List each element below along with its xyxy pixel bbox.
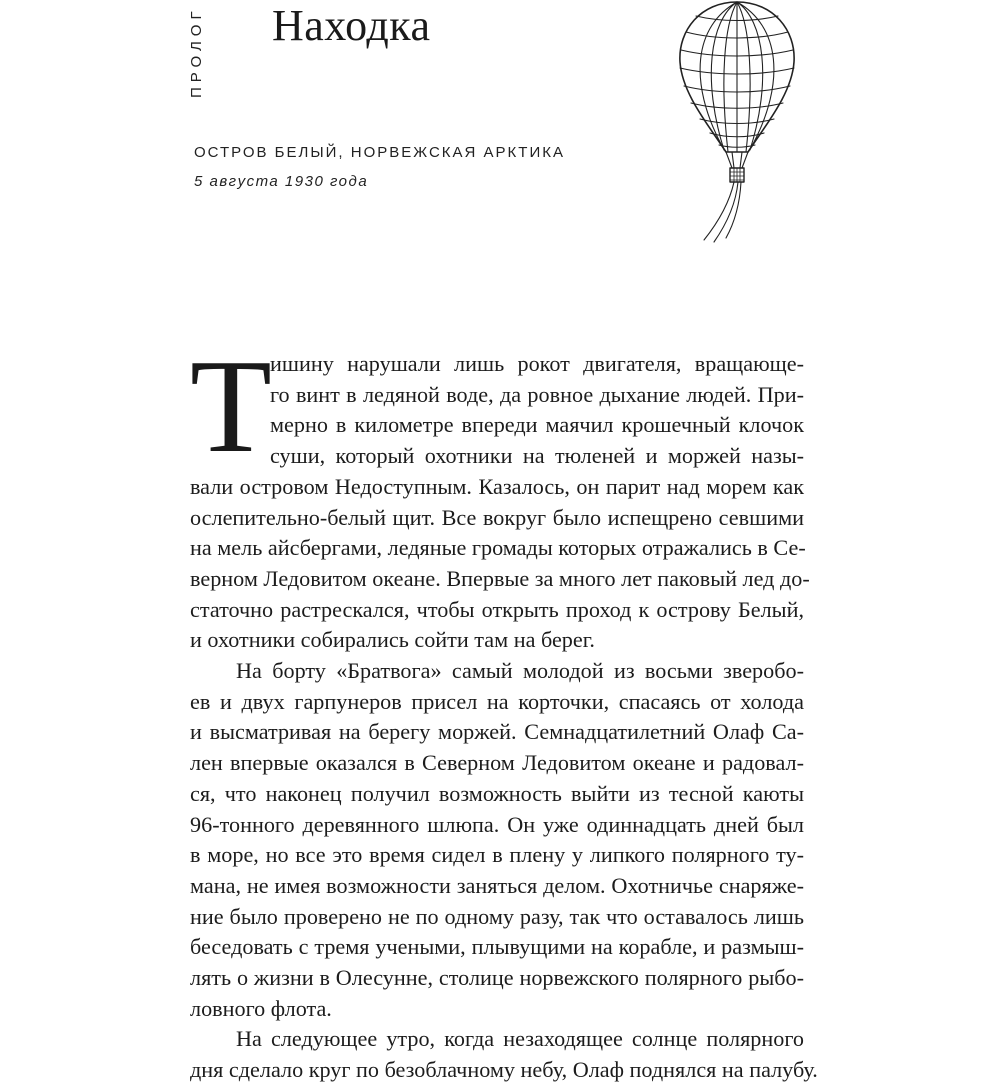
text-line: на мель айсбергами, ледяные громады которых отражались в Се- [190,535,806,561]
section-label-text: ПРОЛОГ [188,6,205,98]
text-line: 96-тонного деревянного шлюпа. Он уже одиннадцать дней был [190,811,804,837]
section-label [188,2,208,102]
text-line: верном Ледовитом океане. Впервые за много лет паковый лед до- [190,565,810,591]
text-line: На следующее утро, когда незаходящее солнце полярного [236,1026,804,1052]
text-line: ев и двух гарпунеров присел на корточки, спасаясь от холода [190,688,804,714]
drop-cap: Т [190,332,272,480]
text-line: ние было проверено не по одному разу, так что оставалось лишь [190,903,804,929]
text-line: лен впервые оказался в Северном Ледовитом океане и радовал- [190,750,804,776]
text-line: ся, что наконец получил возможность выйти из тесной каюты [190,780,804,806]
text-line: беседовать с тремя учеными, плывущими на корабле, и размыш- [190,934,804,960]
text-line: суши, который охотники на тюленей и моржей назы- [270,443,804,469]
text-line: мерно в километре впереди маячил крошечный клочок [270,412,804,438]
date-line: 5 августа 1930 года [194,173,369,190]
text-line: вали островом Недоступным. Казалось, он парит над морем как [190,473,804,499]
location-heading: ОСТРОВ БЕЛЫЙ, НОРВЕЖСКАЯ АРКТИКА [194,144,565,161]
text-line: ишину нарушали лишь рокот двигателя, вращающе- [270,351,804,376]
text-line: На борту «Братвога» самый молодой из восьми зверобо- [236,658,804,684]
hot-air-balloon-icon [676,0,798,245]
text-line: ослепительно-белый щит. Все вокруг было испещрено севшими [190,504,804,530]
body-text [190,349,818,1086]
text-line: ловного флота. [190,995,332,1021]
text-line: лять о жизни в Олесунне, столице норвежского полярного рыбо- [190,965,804,991]
text-line: в море, но все это время сидел в плену у липкого полярного ту- [190,842,804,868]
text-line: и высматривая на берегу моржей. Семнадцатилетний Олаф Са- [190,719,804,745]
text-line: го винт в ледяной воде, да ровное дыхание людей. При- [270,381,804,407]
chapter-title: Находка [272,1,431,50]
text-line: дня сделало круг по безоблачному небу, Олаф поднялся на палубу. [190,1057,818,1083]
text-line: статочно растрескался, чтобы открыть проход к острову Белый, [190,596,804,622]
text-line: мана, не имея возможности заняться делом. Охотничье снаряже- [190,872,804,898]
text-line: и охотники собирались сойти там на берег. [190,627,595,653]
